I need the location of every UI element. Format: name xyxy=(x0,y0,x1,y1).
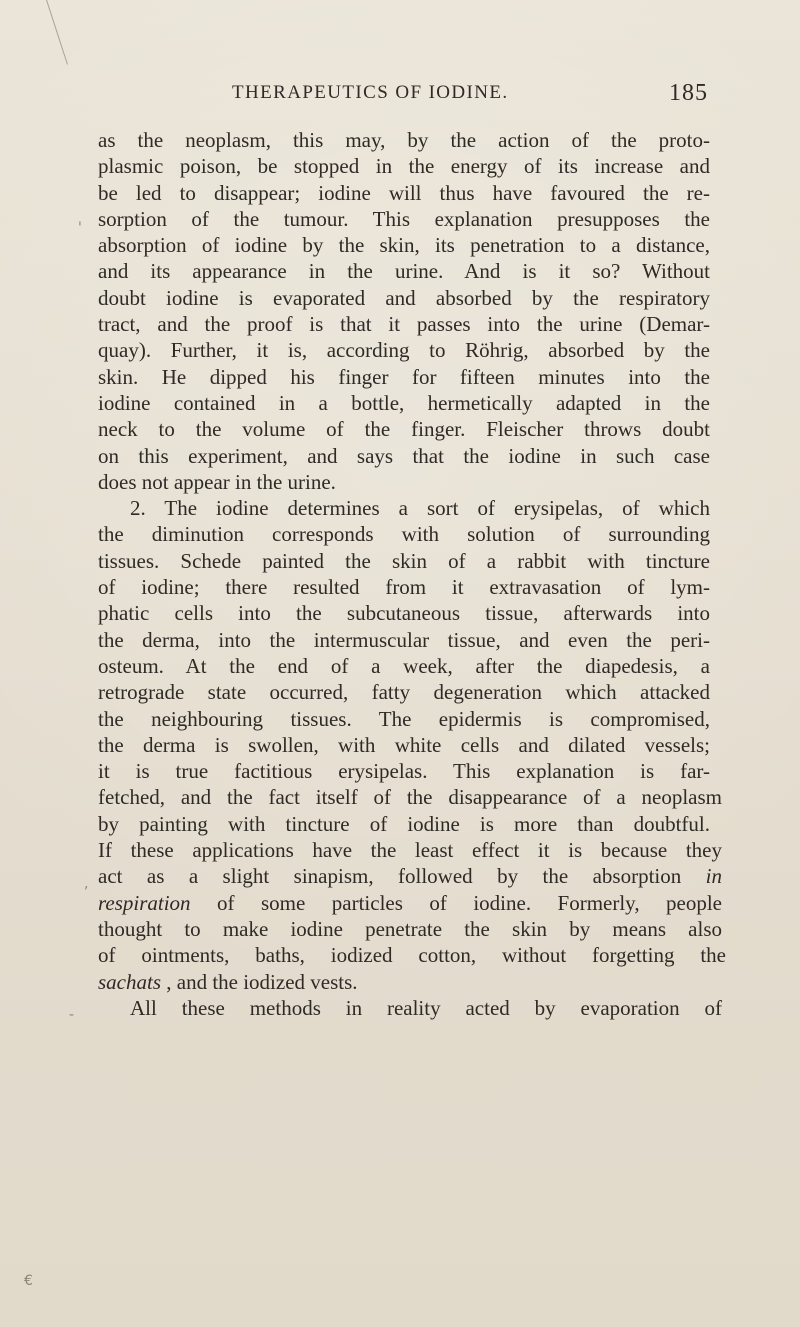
text-line-2: plasmic poison, be stopped in the energy of its increase and xyxy=(98,154,710,179)
text-line-29 xyxy=(98,863,722,889)
page-header xyxy=(232,82,708,116)
text-line-17: tissues. Schede painted the skin of a rabbit with tincture xyxy=(98,548,710,573)
text-line-7: doubt iodine is evaporated and absorbed by the respiratory xyxy=(98,285,710,310)
text-line-1: as the neoplasm, this may, by the action of the proto- xyxy=(98,128,710,152)
text-line-11: iodine contained in a bottle, hermetically adapted in the xyxy=(98,390,710,415)
text-line-30 xyxy=(98,890,722,916)
page-number: 185 xyxy=(669,80,708,106)
text-line-21: osteum. At the end of a week, after the diapedesis, a xyxy=(98,653,710,678)
text-line-19: phatic cells into the subcutaneous tissue, afterwards into xyxy=(98,601,710,626)
text-line-30-italic: respiration xyxy=(98,890,191,915)
text-line-18: of iodine; there resulted from it extravasation of lym- xyxy=(98,575,710,600)
text-line-26: fetched, and the fact itself of the disappearance of a neoplasm xyxy=(98,785,722,810)
margin-mark: - xyxy=(69,1007,75,1023)
text-line-27: by painting with tincture of iodine is more than doubtful. xyxy=(98,811,710,836)
text-line-33-italic: sachats xyxy=(98,969,161,994)
text-line-29-main: act as a slight sinapism, followed by the absorption xyxy=(98,864,682,889)
text-line-12: neck to the volume of the finger. Fleischer throws doubt xyxy=(98,417,710,442)
margin-mark: , xyxy=(84,876,89,892)
text-line-13: on this experiment, and says that the iodine in such case xyxy=(98,443,710,468)
text-line-23: the neighbouring tissues. The epidermis is compromised, xyxy=(98,706,710,731)
text-line-8: tract, and the proof is that it passes into the urine (Demar- xyxy=(98,312,710,337)
text-line-32: of ointments, baths, iodized cotton, without forgetting the xyxy=(98,943,726,968)
text-line-20: the derma, into the intermuscular tissue, and even the peri- xyxy=(98,627,710,652)
text-line-33 xyxy=(98,969,710,995)
text-line-28: If these applications have the least effect it is because they xyxy=(98,838,722,863)
margin-mark: ' xyxy=(78,220,82,236)
text-line-16: the diminution corresponds with solution of surrounding xyxy=(98,522,710,547)
text-line-15: 2. The iodine determines a sort of erysipelas, of which xyxy=(130,496,710,521)
text-line-5: absorption of iodine by the skin, its penetration to a distance, xyxy=(98,233,710,258)
text-line-14: does not appear in the urine. xyxy=(98,469,336,494)
margin-mark: € xyxy=(24,1273,33,1289)
text-line-24: the derma is swollen, with white cells and dilated vessels; xyxy=(98,732,710,757)
paper-edge-line xyxy=(46,0,68,65)
running-head: THERAPEUTICS OF IODINE. xyxy=(232,82,509,103)
text-line-25: it is true factitious erysipelas. This explanation is far- xyxy=(98,759,710,784)
text-line-6: and its appearance in the urine. And is it so? Without xyxy=(98,259,710,284)
text-line-30-main: of some particles of iodine. Formerly, people xyxy=(217,890,723,915)
text-line-10: skin. He dipped his finger for fifteen minutes into the xyxy=(98,364,710,389)
text-line-33-main: , and the iodized vests. xyxy=(166,969,358,994)
text-line-34: All these methods in reality acted by evaporation of xyxy=(130,995,722,1020)
body-text xyxy=(98,127,726,1021)
text-line-9: quay). Further, it is, according to Röhrig, absorbed by the xyxy=(98,338,710,363)
text-line-31: thought to make iodine penetrate the skin by means also xyxy=(98,916,722,941)
text-line-29-italic: in xyxy=(705,864,723,889)
text-line-4: sorption of the tumour. This explanation presupposes the xyxy=(98,206,710,231)
text-line-3: be led to disappear; iodine will thus have favoured the re- xyxy=(98,180,710,205)
text-line-22: retrograde state occurred, fatty degeneration which attacked xyxy=(98,680,710,705)
